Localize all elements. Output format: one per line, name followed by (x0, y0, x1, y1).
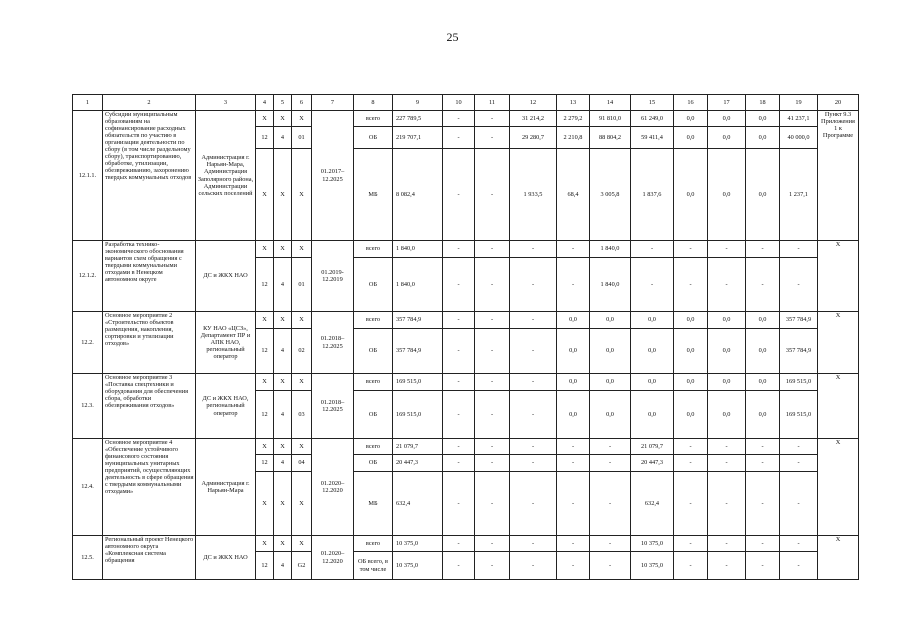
amount-cell: - (475, 391, 510, 439)
program-table (72, 94, 859, 580)
amount-cell: - (590, 552, 631, 580)
amount-cell: - (475, 374, 510, 391)
amount-cell: 10 375,0 (393, 552, 443, 580)
funding-source: всего (354, 312, 393, 329)
amount-cell: 0,0 (746, 391, 780, 439)
item-code: 12.3. (73, 374, 103, 439)
amount-cell: 357 784,9 (393, 312, 443, 329)
funding-source: МБ (354, 149, 393, 241)
amount-cell: 1 837,6 (631, 149, 674, 241)
code-chapter: Х (256, 374, 274, 391)
amount-cell: - (443, 391, 475, 439)
item-executor: ДС и ЖКХ НАО (196, 241, 256, 312)
item-code: 12.5. (73, 536, 103, 580)
amount-cell: 3 005,8 (590, 149, 631, 241)
amount-cell: 0,0 (708, 329, 746, 374)
amount-cell: 0,0 (746, 329, 780, 374)
amount-cell: 31 214,2 (510, 111, 557, 127)
item-note: Х (818, 241, 859, 312)
amount-cell: - (443, 552, 475, 580)
item-code: 12.4. (73, 439, 103, 536)
code-subprogram: Х (274, 472, 292, 536)
amount-cell: 0,0 (708, 149, 746, 241)
code-event: Х (292, 312, 312, 329)
item-note: Х (818, 439, 859, 536)
amount-cell: - (510, 312, 557, 329)
funding-source: ОБ всего, в том числе (354, 552, 393, 580)
code-event: 02 (292, 329, 312, 374)
amount-cell: 632,4 (631, 472, 674, 536)
code-event: G2 (292, 552, 312, 580)
amount-cell: - (780, 455, 818, 472)
funding-source: ОБ (354, 329, 393, 374)
amount-cell: - (475, 439, 510, 455)
amount-cell: - (674, 536, 708, 552)
amount-cell: - (475, 127, 510, 149)
code-chapter: Х (256, 472, 274, 536)
amount-cell: - (780, 439, 818, 455)
amount-cell: 1 840,0 (590, 258, 631, 312)
amount-cell: 0,0 (631, 374, 674, 391)
amount-cell: 0,0 (557, 312, 590, 329)
amount-cell: - (443, 374, 475, 391)
amount-cell: - (443, 127, 475, 149)
item-executor: КУ НАО «ЦСЗ», Департамент ПР и АПК НАО, региональный оператор (196, 312, 256, 374)
header-cell: 17 (708, 95, 746, 111)
code-subprogram: 4 (274, 329, 292, 374)
header-row (73, 95, 859, 111)
amount-cell: - (746, 552, 780, 580)
item-executor: ДС и ЖКХ НАО (196, 536, 256, 580)
code-event: 03 (292, 391, 312, 439)
amount-cell: - (475, 536, 510, 552)
amount-cell: 0,0 (590, 391, 631, 439)
amount-cell: - (708, 258, 746, 312)
amount-cell: 0,0 (708, 391, 746, 439)
code-event: Х (292, 241, 312, 258)
amount-cell: 0,0 (631, 312, 674, 329)
header-cell: 6 (292, 95, 312, 111)
code-event: Х (292, 536, 312, 552)
code-event: 04 (292, 455, 312, 472)
code-subprogram: Х (274, 439, 292, 455)
amount-cell: 21 079,7 (631, 439, 674, 455)
item-executor: Администрация г. Нарьян-Мара (196, 439, 256, 536)
code-event: Х (292, 111, 312, 127)
funding-source: ОБ (354, 455, 393, 472)
amount-cell: - (631, 241, 674, 258)
amount-cell: - (510, 472, 557, 536)
amount-cell: - (746, 439, 780, 455)
header-cell: 18 (746, 95, 780, 111)
amount-cell: - (443, 472, 475, 536)
amount-cell: 0,0 (746, 127, 780, 149)
amount-cell: 0,0 (674, 312, 708, 329)
amount-cell: 0,0 (557, 391, 590, 439)
amount-cell: - (590, 472, 631, 536)
amount-cell: - (557, 455, 590, 472)
amount-cell: 0,0 (557, 329, 590, 374)
code-subprogram: 4 (274, 455, 292, 472)
amount-cell: - (708, 455, 746, 472)
code-chapter: 12 (256, 329, 274, 374)
amount-cell: - (557, 241, 590, 258)
amount-cell: 219 707,1 (393, 127, 443, 149)
amount-cell: 1 933,5 (510, 149, 557, 241)
amount-cell: - (443, 258, 475, 312)
amount-cell: - (590, 439, 631, 455)
amount-cell: 1 840,0 (393, 241, 443, 258)
code-subprogram: 4 (274, 127, 292, 149)
amount-cell: 0,0 (708, 312, 746, 329)
amount-cell: 59 411,4 (631, 127, 674, 149)
amount-cell: 357 784,9 (780, 312, 818, 329)
item-period: 01.2018–12.2025 (312, 374, 354, 439)
code-chapter: 12 (256, 258, 274, 312)
amount-cell: - (780, 536, 818, 552)
header-cell: 19 (780, 95, 818, 111)
code-subprogram: Х (274, 374, 292, 391)
code-subprogram: 4 (274, 552, 292, 580)
amount-cell: 61 249,0 (631, 111, 674, 127)
amount-cell: - (443, 455, 475, 472)
amount-cell: 169 515,0 (393, 374, 443, 391)
amount-cell: - (708, 552, 746, 580)
funding-source: ОБ (354, 258, 393, 312)
amount-cell: - (746, 258, 780, 312)
item-period: 01.2019-12.2019 (312, 241, 354, 312)
amount-cell: 0,0 (674, 391, 708, 439)
code-chapter: 12 (256, 127, 274, 149)
code-subprogram: Х (274, 312, 292, 329)
amount-cell: 0,0 (674, 374, 708, 391)
amount-cell: - (443, 536, 475, 552)
header-cell: 15 (631, 95, 674, 111)
amount-cell: - (443, 149, 475, 241)
funding-source: всего (354, 439, 393, 455)
amount-cell: - (510, 258, 557, 312)
amount-cell: 0,0 (590, 312, 631, 329)
funding-source: всего (354, 374, 393, 391)
amount-cell: 0,0 (631, 329, 674, 374)
code-event: Х (292, 439, 312, 455)
amount-cell: - (780, 552, 818, 580)
item-name: Основное мероприятие 3 «Поставка спецтехники и оборудования для обеспечения сбора, обработки обезвреживания отходов» (103, 374, 196, 439)
amount-cell: - (475, 329, 510, 374)
amount-cell: 88 804,2 (590, 127, 631, 149)
amount-cell: - (746, 536, 780, 552)
funding-source: ОБ (354, 127, 393, 149)
item-code: 12.1.2. (73, 241, 103, 312)
amount-cell: - (557, 439, 590, 455)
item-note: Х (818, 374, 859, 439)
amount-cell: 227 789,5 (393, 111, 443, 127)
amount-cell: - (780, 472, 818, 536)
amount-cell: - (590, 455, 631, 472)
funding-source: всего (354, 536, 393, 552)
amount-cell: 20 447,3 (631, 455, 674, 472)
code-chapter: Х (256, 536, 274, 552)
amount-cell: 1 237,1 (780, 149, 818, 241)
amount-cell: 0,0 (674, 329, 708, 374)
amount-cell: - (443, 439, 475, 455)
code-chapter: Х (256, 241, 274, 258)
amount-cell: - (510, 329, 557, 374)
header-cell: 5 (274, 95, 292, 111)
amount-cell: - (557, 552, 590, 580)
item-name: Субсидии муниципальным образованиям на софинансирование расходных обязательств по участию в организации деятельности по сбору (в том числе раздельному сбору), транспортированию, обработке, утилизации, обезвреживанию, захоронению твердых коммунальных отходов (103, 111, 196, 241)
code-event: 01 (292, 127, 312, 149)
amount-cell: 0,0 (674, 127, 708, 149)
header-cell: 3 (196, 95, 256, 111)
amount-cell: 0,0 (746, 149, 780, 241)
amount-cell: 0,0 (590, 374, 631, 391)
amount-cell: - (746, 472, 780, 536)
code-subprogram: 4 (274, 258, 292, 312)
amount-cell: - (475, 455, 510, 472)
amount-cell: 2 210,8 (557, 127, 590, 149)
item-note: Х (818, 536, 859, 580)
header-cell: 12 (510, 95, 557, 111)
amount-cell: 0,0 (557, 374, 590, 391)
amount-cell: 0,0 (708, 374, 746, 391)
amount-cell: 1 840,0 (393, 258, 443, 312)
amount-cell: - (708, 536, 746, 552)
item-period: 01.2020–12.2020 (312, 439, 354, 536)
amount-cell: - (708, 241, 746, 258)
item-name: Основное мероприятие 2 «Строительство объектов размещения, накопления, сортировки и утилизации отходов» (103, 312, 196, 374)
header-cell: 4 (256, 95, 274, 111)
amount-cell: - (510, 536, 557, 552)
amount-cell: 20 447,3 (393, 455, 443, 472)
amount-cell: - (443, 329, 475, 374)
amount-cell: - (708, 439, 746, 455)
funding-source: ОБ (354, 391, 393, 439)
amount-cell: - (674, 258, 708, 312)
amount-cell: 0,0 (674, 111, 708, 127)
code-chapter: Х (256, 439, 274, 455)
header-cell: 16 (674, 95, 708, 111)
code-subprogram: Х (274, 241, 292, 258)
table-row (73, 312, 859, 329)
amount-cell: 0,0 (590, 329, 631, 374)
amount-cell: - (475, 258, 510, 312)
amount-cell: - (475, 149, 510, 241)
amount-cell: 0,0 (746, 374, 780, 391)
amount-cell: - (443, 111, 475, 127)
item-name: Основное мероприятие 4 «Обеспечение устойчивого финансового состояния муниципальных унитарных предприятий, осуществляющих деятельность в сфере обращения с твердыми коммунальными отходами» (103, 439, 196, 536)
code-event: Х (292, 374, 312, 391)
amount-cell: - (674, 439, 708, 455)
table-row (73, 439, 859, 455)
amount-cell: - (708, 472, 746, 536)
code-event: Х (292, 472, 312, 536)
amount-cell: 632,4 (393, 472, 443, 536)
amount-cell: - (557, 258, 590, 312)
amount-cell: - (780, 241, 818, 258)
code-event: Х (292, 149, 312, 241)
amount-cell: - (510, 455, 557, 472)
table-row (73, 536, 859, 552)
amount-cell: 0,0 (746, 111, 780, 127)
header-cell: 20 (818, 95, 859, 111)
amount-cell: 68,4 (557, 149, 590, 241)
item-code: 12.2. (73, 312, 103, 374)
code-chapter: 12 (256, 455, 274, 472)
amount-cell: 0,0 (631, 391, 674, 439)
amount-cell: - (746, 455, 780, 472)
amount-cell: 29 280,7 (510, 127, 557, 149)
code-chapter: Х (256, 149, 274, 241)
amount-cell: - (475, 241, 510, 258)
code-subprogram: Х (274, 536, 292, 552)
item-name: Региональный проект Ненецкого автономного округа «Комплексная система обращения (103, 536, 196, 580)
amount-cell: 91 810,0 (590, 111, 631, 127)
item-period: 01.2017–12.2025 (312, 111, 354, 241)
amount-cell: - (631, 258, 674, 312)
header-cell: 10 (443, 95, 475, 111)
amount-cell: 357 784,9 (780, 329, 818, 374)
page-number: 25 (446, 30, 459, 44)
code-event: 01 (292, 258, 312, 312)
item-period: 01.2020–12.2020 (312, 536, 354, 580)
header-cell: 1 (73, 95, 103, 111)
amount-cell: 8 082,4 (393, 149, 443, 241)
amount-cell: 10 375,0 (631, 536, 674, 552)
amount-cell: 10 375,0 (631, 552, 674, 580)
item-executor: Администрация г. Нарьян-Мара, Администрация Заполярного района, Администрации сельских поселений (196, 111, 256, 241)
amount-cell: 169 515,0 (393, 391, 443, 439)
amount-cell: - (510, 241, 557, 258)
amount-cell: - (674, 241, 708, 258)
amount-cell: 41 237,1 (780, 111, 818, 127)
code-subprogram: 4 (274, 391, 292, 439)
code-subprogram: Х (274, 111, 292, 127)
table-row (73, 241, 859, 258)
amount-cell: - (475, 552, 510, 580)
amount-cell: - (674, 472, 708, 536)
amount-cell: - (746, 241, 780, 258)
amount-cell: 0,0 (674, 149, 708, 241)
amount-cell: - (674, 455, 708, 472)
header-cell: 8 (354, 95, 393, 111)
code-subprogram: Х (274, 149, 292, 241)
amount-cell: - (475, 312, 510, 329)
amount-cell: 169 515,0 (780, 391, 818, 439)
amount-cell: - (674, 552, 708, 580)
table-row (73, 374, 859, 391)
amount-cell: - (475, 111, 510, 127)
amount-cell: 10 375,0 (393, 536, 443, 552)
amount-cell: 0,0 (708, 111, 746, 127)
item-code: 12.1.1. (73, 111, 103, 241)
amount-cell: - (557, 472, 590, 536)
amount-cell: - (557, 536, 590, 552)
item-executor: ДС и ЖКХ НАО, региональный оператор (196, 374, 256, 439)
code-chapter: 12 (256, 391, 274, 439)
amount-cell: - (475, 472, 510, 536)
amount-cell: - (780, 258, 818, 312)
amount-cell: 40 000,0 (780, 127, 818, 149)
header-cell: 9 (393, 95, 443, 111)
item-note: Х (818, 312, 859, 374)
header-cell: 7 (312, 95, 354, 111)
table-row (73, 111, 859, 127)
funding-source: МБ (354, 472, 393, 536)
header-cell: 14 (590, 95, 631, 111)
code-chapter: Х (256, 111, 274, 127)
amount-cell: - (443, 241, 475, 258)
amount-cell: 21 079,7 (393, 439, 443, 455)
header-cell: 2 (103, 95, 196, 111)
code-chapter: 12 (256, 552, 274, 580)
item-period: 01.2018–12.2025 (312, 312, 354, 374)
amount-cell: 0,0 (746, 312, 780, 329)
amount-cell: - (510, 374, 557, 391)
code-chapter: Х (256, 312, 274, 329)
amount-cell: 2 279,2 (557, 111, 590, 127)
amount-cell: 1 840,0 (590, 241, 631, 258)
item-note: Пункт 9.3 Приложения 1 к Программе (818, 111, 859, 241)
amount-cell: 169 515,0 (780, 374, 818, 391)
amount-cell: 0,0 (708, 127, 746, 149)
amount-cell: - (510, 552, 557, 580)
amount-cell: - (510, 391, 557, 439)
amount-cell: - (510, 439, 557, 455)
amount-cell: - (443, 312, 475, 329)
header-cell: 11 (475, 95, 510, 111)
funding-source: всего (354, 111, 393, 127)
header-cell: 13 (557, 95, 590, 111)
item-name: Разработка технико-экономического обоснования вариантов схем обращения с твердыми коммунальными отходами в Ненецком автономном округе (103, 241, 196, 312)
funding-source: всего (354, 241, 393, 258)
amount-cell: - (590, 536, 631, 552)
amount-cell: 357 784,9 (393, 329, 443, 374)
